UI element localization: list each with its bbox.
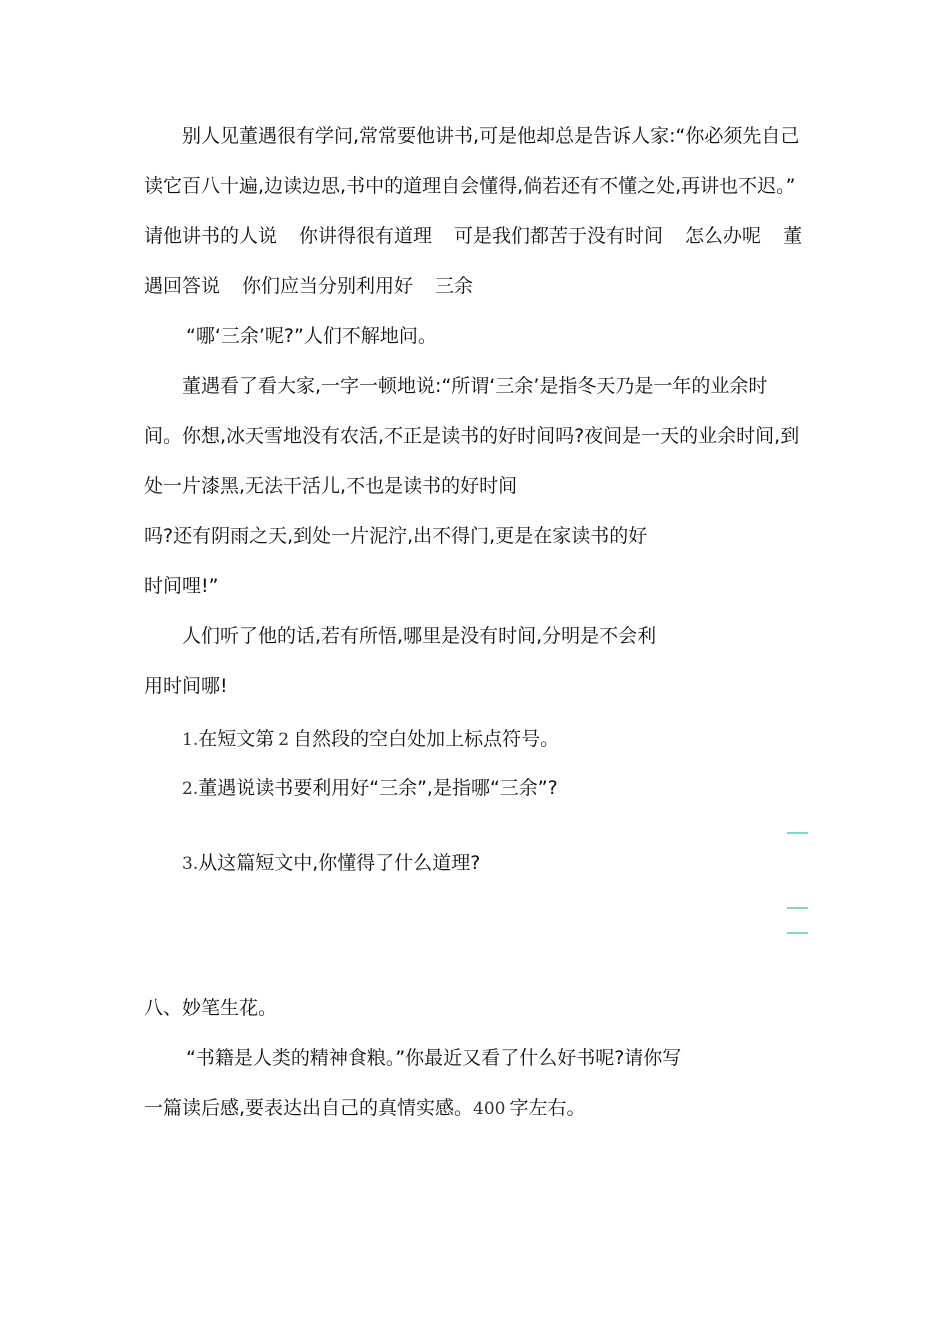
passage-line-blanks: 遇回答说 你们应当分别利用好 三余 [144, 275, 474, 297]
answer-line [787, 932, 808, 934]
prompt-line: “书籍是人类的精神食粮。”你最近又看了什么好书呢?请你写 [186, 1047, 682, 1069]
passage-line: 处一片漆黑,无法干活儿,不也是读书的好时间 [144, 475, 518, 497]
question-2: 2.董遇说读书要利用好“三余”,是指哪“三余”? [182, 777, 558, 799]
answer-line [787, 907, 808, 909]
passage-line: 别人见董遇很有学问,常常要他讲书,可是他却总是告诉人家:“你必须先自己 [182, 125, 800, 147]
passage-line: “哪‘三余’呢?”人们不解地问。 [186, 325, 437, 347]
passage-line: 间。你想,冰天雪地没有农活,不正是读书的好时间吗?夜间是一天的业余时间,到 [144, 425, 800, 447]
section-heading: 八、妙笔生花。 [144, 997, 278, 1019]
passage-line-blanks: 请他讲书的人说 你讲得很有道理 可是我们都苦于没有时间 怎么办呢 董 [144, 225, 803, 247]
passage-line: 吗?还有阴雨之天,到处一片泥泞,出不得门,更是在家读书的好 [144, 525, 648, 547]
question-3: 3.从这篇短文中,你懂得了什么道理? [182, 852, 481, 874]
passage-line: 读它百八十遍,边读边思,书中的道理自会懂得,倘若还有不懂之处,再讲也不迟。” [144, 175, 796, 197]
answer-line [787, 832, 808, 834]
passage-line: 用时间哪! [144, 675, 228, 697]
passage-line: 时间哩!” [144, 575, 219, 597]
prompt-line: 一篇读后感,要表达出自己的真情实感。400 字左右。 [144, 1097, 586, 1119]
question-1: 1.在短文第 2 自然段的空白处加上标点符号。 [182, 728, 560, 750]
passage-line: 人们听了他的话,若有所悟,哪里是没有时间,分明是不会利 [182, 625, 657, 647]
passage-line: 董遇看了看大家,一字一顿地说:“所谓‘三余’是指冬天乃是一年的业余时 [182, 375, 768, 397]
